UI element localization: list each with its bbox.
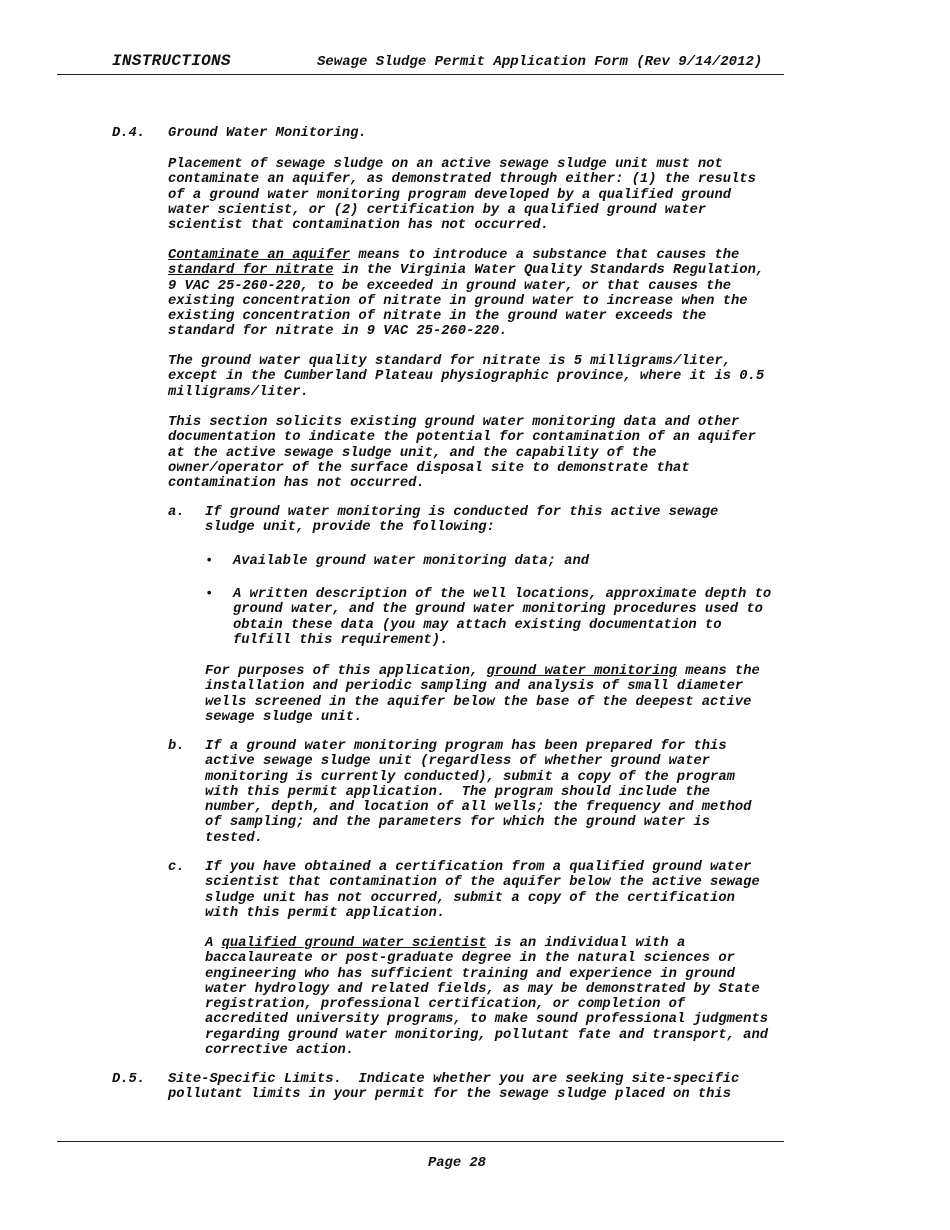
d4-paragraph-3: The ground water quality standard for nitrate is 5 milligrams/liter, except in the Cumberland Plateau physiographic province, where it is 0.5 milligrams/liter. (168, 354, 765, 400)
bullet-2-text: A written description of the well locations, approximate depth to ground water, and the ground water monitoring procedures used to obtain these data (you may attach existing documentation to fulfill this requirement). (233, 587, 772, 648)
a-def-pre: For purposes of this application, (205, 664, 487, 679)
d4-paragraph-2 (168, 248, 764, 340)
d4-paragraph-1: Placement of sewage sludge on an active sewage sludge unit must not contaminate an aquifer, as demonstrated through either: (1) the results of a ground water monitoring program developed by a qualified ground water scientist, or (2) certification by a qualified ground water scientist that contamination has not occurred. (168, 157, 756, 234)
a-def-line1: means the (676, 664, 760, 679)
item-a-text: If ground water monitoring is conducted for this active sewage sludge unit, provide the following: (205, 505, 719, 536)
c-def-line1: is an individual with a (486, 936, 686, 951)
header-form-title: Sewage Sludge Permit Application Form (Rev 9/14/2012) (317, 54, 763, 70)
term-ground-water-monitoring: ground water monitoring (486, 664, 677, 679)
a-def-rest: installation and periodic sampling and analysis of small diameter wells screened in the aquifer below the base of the deepest active sewage sludge unit. (205, 679, 752, 725)
d4-p2-rest: 9 VAC 25-260-220, to be exceeded in ground water, or that causes the existing concentration of nitrate in ground water to increase when the existing concentration of nitrate in the ground water exceeds the standard for nitrate in 9 VAC 25-260-220. (168, 278, 748, 340)
item-a-label: a. (168, 505, 185, 520)
c-def-pre: A (205, 936, 222, 951)
d4-paragraph-4: This section solicits existing ground water monitoring data and other documentation to indicate the potential for contamination of an aquifer at the active sewage sludge unit, and the capability of the owner/operator of the surface disposal site to demonstrate that contamination has not occurred. (168, 415, 756, 492)
term-standard-nitrate: standard for nitrate (168, 263, 334, 279)
bullet-icon: • (205, 586, 214, 602)
page-header (57, 52, 784, 75)
section-d4-number: D.4. (112, 126, 146, 141)
bullet-1-text: Available ground water monitoring data; and (233, 554, 590, 569)
item-c-text: If you have obtained a certification from a qualified ground water scientist that contamination of the aquifer below the active sewage sludge unit has not occurred, submit a copy of the certification with this permit application. (205, 860, 760, 921)
item-c-label: c. (168, 860, 185, 875)
d4-p2-line2: in the Virginia Water Quality Standards Regulation, (333, 263, 765, 279)
footer-divider (57, 1141, 784, 1142)
d4-p2-line1: means to introduce a substance that causes the (350, 248, 740, 263)
section-d4-title: Ground Water Monitoring. (168, 126, 367, 141)
item-b-text: If a ground water monitoring program has been prepared for this active sewage sludge unit (regardless of whether ground water monitoring is currently conducted), submit a copy of the program with this permit application. The program should include the number, depth, and location of all wells; the frequency and method of sampling; and the parameters for which the ground water is tested. (205, 739, 752, 846)
page-number: Page 28 (428, 1156, 486, 1171)
term-qualified-scientist: qualified ground water scientist (221, 936, 487, 951)
section-d5-text: Site-Specific Limits. Indicate whether you are seeking site-specific pollutant limits in your permit for the sewage sludge placed on this (168, 1072, 740, 1103)
item-b-label: b. (168, 739, 185, 754)
item-c-definition (205, 936, 768, 1058)
bullet-icon: • (205, 553, 214, 569)
c-def-rest: baccalaureate or post-graduate degree in the natural sciences or engineering who has sufficient training and experience in ground water hydrology and related fields, as may be demonstrated by State registration, professional certification, or completion of accredited university programs, to make sound professional judgments regarding ground water monitoring, pollutant fate and transport, and corrective action. (205, 951, 769, 1059)
section-d5-number: D.5. (112, 1072, 146, 1087)
item-a-definition (205, 664, 760, 725)
header-section-label: INSTRUCTIONS (112, 52, 231, 70)
term-contaminate-aquifer: Contaminate an aquifer (168, 248, 351, 263)
